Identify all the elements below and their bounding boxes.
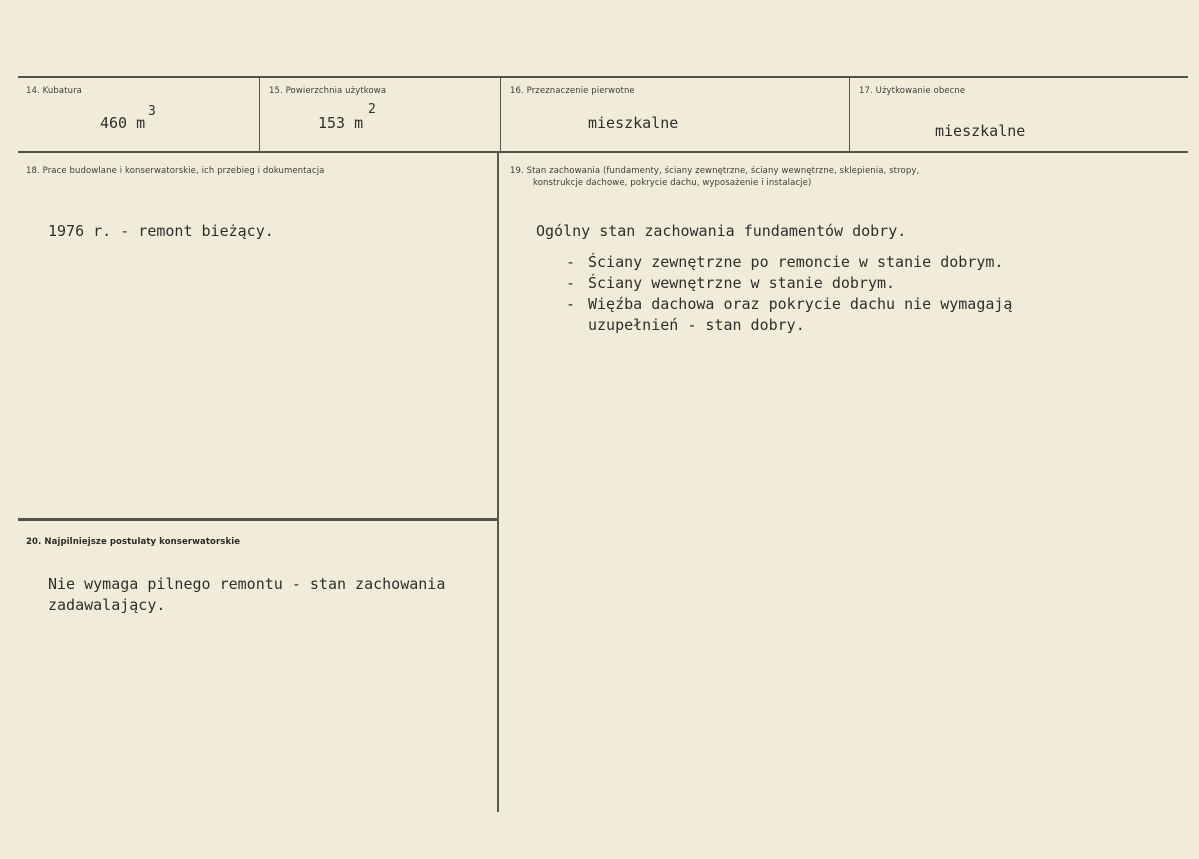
field-16-label: 16. Przeznaczenie pierwotne [510, 86, 635, 96]
field-19-label-line1: 19. Stan zachowania (fundamenty, ściany zewnętrzne, ściany wewnętrzne, sklepienia, stropy, [510, 166, 920, 176]
field-17-value: mieszkalne [935, 122, 1026, 140]
field-19-condition-list [566, 252, 1012, 336]
condition-item: - Więźba dachowa oraz pokrycie dachu nie wymagają [566, 295, 1013, 313]
divider-15-16 [500, 77, 501, 152]
field-20-line2: zadawalający. [48, 596, 166, 614]
top-rule [18, 76, 1188, 78]
field-15-label: 15. Powierzchnia użytkowa [269, 86, 387, 96]
field-20-line1: Nie wymaga pilnego remontu - stan zachowania [48, 575, 446, 593]
field-20-label: 20. Najpilniejsze postulaty konserwatorskie [26, 537, 241, 547]
field-15-unit-exponent: 2 [368, 102, 376, 117]
field-14-value: 460 m [100, 114, 146, 132]
condition-item: - Ściany wewnętrzne w stanie dobrym. [566, 274, 896, 292]
field-18-label: 18. Prace budowlane i konserwatorskie, ich przebieg i dokumentacja [26, 166, 325, 176]
middle-rule [18, 151, 1188, 153]
field-16-value: mieszkalne [588, 114, 679, 132]
field-19-intro: Ogólny stan zachowania fundamentów dobry. [536, 222, 907, 240]
divider-14-15 [259, 77, 260, 152]
field-19-label-line2: konstrukcje dachowe, pokrycie dachu, wyposażenie i instalacje) [533, 178, 812, 188]
field-18-value: 1976 r. - remont bieżący. [48, 222, 274, 240]
field-17-label: 17. Użytkowanie obecne [859, 86, 966, 96]
condition-item-continuation: uzupełnień - stan dobry. [588, 316, 805, 334]
section-20-rule [18, 518, 498, 521]
main-vertical-divider [497, 152, 499, 812]
field-14-unit-exponent: 3 [148, 104, 156, 119]
field-14-label: 14. Kubatura [26, 86, 82, 96]
divider-16-17 [849, 77, 850, 152]
field-15-value: 153 m [318, 114, 364, 132]
condition-item: - Ściany zewnętrzne po remoncie w stanie dobrym. [566, 253, 1004, 271]
